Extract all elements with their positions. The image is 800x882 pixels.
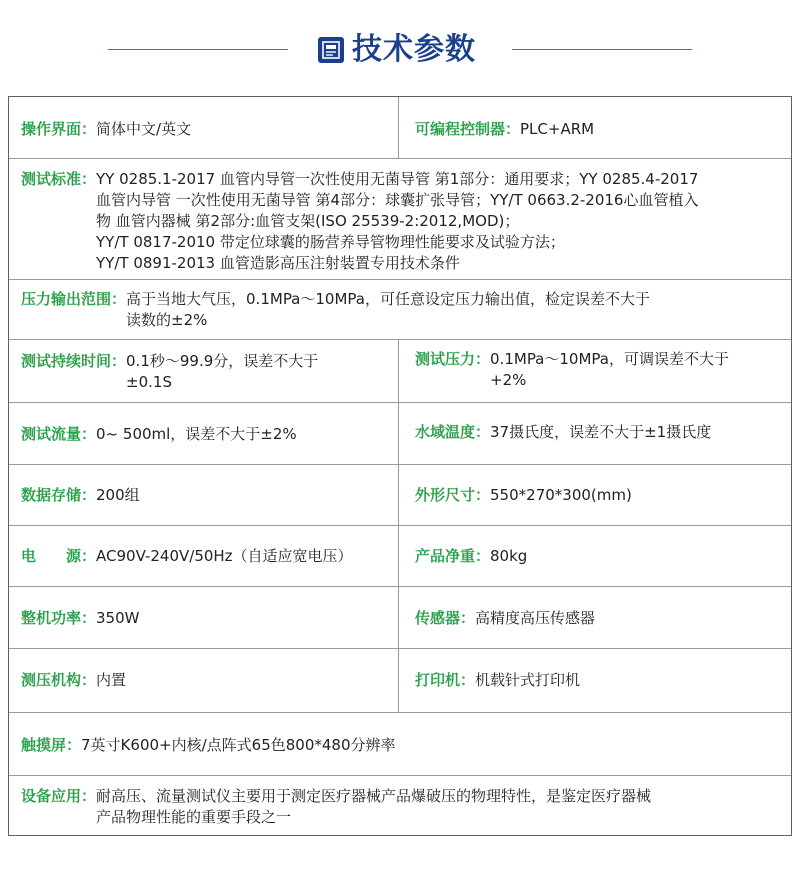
spec-cell-sensor bbox=[399, 587, 791, 648]
spec-value: 高精度高压传感器 bbox=[475, 609, 596, 627]
spec-value bbox=[126, 289, 783, 331]
spec-label: 可编程控制器： bbox=[415, 120, 521, 138]
spec-value: 200组 bbox=[96, 486, 140, 504]
spec-value-line: 血管内导管 一次性使用无菌导管 第4部分：球囊扩张导管；YY/T 0663.2-2016心血管植入 bbox=[96, 191, 699, 209]
spec-row-touchscreen bbox=[9, 713, 791, 776]
spec-label: 数据存储： bbox=[21, 486, 97, 504]
spec-value-line: 读数的±2% bbox=[126, 311, 208, 329]
spec-value bbox=[490, 349, 783, 391]
spec-label: 压力输出范围： bbox=[21, 290, 127, 308]
spec-label: 打印机： bbox=[415, 671, 476, 689]
spec-row-application bbox=[9, 776, 791, 834]
spec-label: 传感器： bbox=[415, 609, 476, 627]
spec-cell-application bbox=[9, 776, 791, 834]
spec-value-line: 耐高压、流量测试仪主要用于测定医疗器械产品爆破压的物理特性，是鉴定医疗器械 bbox=[96, 787, 652, 805]
section-header bbox=[0, 0, 800, 96]
spec-value: 机载针式打印机 bbox=[475, 671, 581, 689]
spec-value-line: 产品物理性能的重要手段之一 bbox=[96, 808, 292, 826]
spec-cell-interface bbox=[9, 97, 399, 158]
page-title: 技术参数 bbox=[352, 32, 476, 67]
spec-value: 0~ 500ml，误差不大于±2% bbox=[96, 425, 297, 443]
spec-label: 测试流量： bbox=[21, 425, 97, 443]
spec-value: AC90V-240V/50Hz（自适应宽电压） bbox=[96, 547, 353, 565]
spec-label: 整机功率： bbox=[21, 609, 97, 627]
spec-value-line: +2% bbox=[490, 371, 527, 389]
spec-cell-touchscreen bbox=[9, 713, 791, 775]
spec-row-flow-temperature bbox=[9, 403, 791, 465]
spec-value-line: ±0.1S bbox=[126, 373, 172, 391]
spec-row-storage-dimensions bbox=[9, 465, 791, 526]
document-icon bbox=[318, 37, 344, 63]
spec-cell-duration bbox=[9, 340, 399, 402]
spec-row-test-standard bbox=[9, 159, 791, 280]
spec-value: 7英寸K600+内核/点阵式65色800*480分辨率 bbox=[81, 736, 396, 754]
spec-cell-mechanism bbox=[9, 649, 399, 712]
spec-value-line: YY/T 0817-2010 带定位球囊的肠营养导管物理性能要求及试验方法； bbox=[96, 233, 565, 251]
spec-value-line: 0.1秒～99.9分，误差不大于 bbox=[126, 352, 319, 370]
spec-cell-controller bbox=[399, 97, 791, 158]
spec-value bbox=[126, 351, 390, 393]
spec-value-line: YY/T 0891-2013 血管造影高压注射装置专用技术条件 bbox=[96, 254, 460, 272]
spec-cell-dimensions bbox=[399, 465, 791, 525]
spec-value-line: 0.1MPa～10MPa，可调误差不大于 bbox=[490, 350, 729, 368]
spec-label: 产品净重： bbox=[415, 547, 491, 565]
spec-value bbox=[96, 786, 783, 828]
spec-label: 设备应用： bbox=[21, 787, 97, 805]
spec-value: 内置 bbox=[96, 671, 127, 689]
header-divider-right bbox=[512, 49, 692, 50]
spec-cell-test-pressure bbox=[399, 340, 791, 402]
spec-label: 测试持续时间： bbox=[21, 352, 127, 370]
spec-cell-power-supply bbox=[9, 526, 399, 586]
spec-row-interface-controller bbox=[9, 97, 791, 159]
spec-value: PLC+ARM bbox=[520, 120, 595, 138]
header-divider-left bbox=[108, 49, 288, 50]
spec-label: 电 源： bbox=[21, 547, 97, 565]
spec-table bbox=[8, 96, 792, 836]
spec-value-line: 物 血管内器械 第2部分:血管支架(ISO 25539-2:2012,MOD)； bbox=[96, 212, 520, 230]
spec-cell-net-weight bbox=[399, 526, 791, 586]
spec-value: 37摄氏度，误差不大于±1摄氏度 bbox=[490, 423, 712, 441]
spec-cell-pressure-range bbox=[9, 280, 791, 339]
spec-label: 外形尺寸： bbox=[415, 486, 491, 504]
spec-value: 550*270*300(mm) bbox=[490, 486, 632, 504]
spec-cell-storage bbox=[9, 465, 399, 525]
spec-label: 测试压力： bbox=[415, 350, 491, 368]
spec-cell-printer bbox=[399, 649, 791, 712]
spec-value: 简体中文/英文 bbox=[96, 120, 192, 138]
spec-value: 80kg bbox=[490, 547, 528, 565]
spec-row-power-weight bbox=[9, 526, 791, 587]
spec-label: 测压机构： bbox=[21, 671, 97, 689]
spec-row-duration-pressure bbox=[9, 340, 791, 403]
spec-label: 触摸屏： bbox=[21, 736, 82, 754]
spec-value bbox=[96, 169, 783, 274]
spec-row-mechanism-printer bbox=[9, 649, 791, 713]
spec-value: 350W bbox=[96, 609, 140, 627]
spec-label: 测试标准： bbox=[21, 170, 97, 188]
spec-value-line: 高于当地大气压，0.1MPa～10MPa，可任意设定压力输出值，检定误差不大于 bbox=[126, 290, 650, 308]
spec-cell-water-temperature bbox=[399, 403, 791, 464]
spec-label: 水域温度： bbox=[415, 423, 491, 441]
spec-cell-test-standard bbox=[9, 159, 791, 279]
spec-row-wattage-sensor bbox=[9, 587, 791, 649]
spec-cell-wattage bbox=[9, 587, 399, 648]
spec-value-line: YY 0285.1-2017 血管内导管一次性使用无菌导管 第1部分：通用要求；YY 0285.4-2017 bbox=[96, 170, 699, 188]
spec-label: 操作界面： bbox=[21, 120, 97, 138]
spec-cell-flow bbox=[9, 403, 399, 464]
spec-row-pressure-range bbox=[9, 280, 791, 340]
header-title-group bbox=[318, 32, 476, 68]
